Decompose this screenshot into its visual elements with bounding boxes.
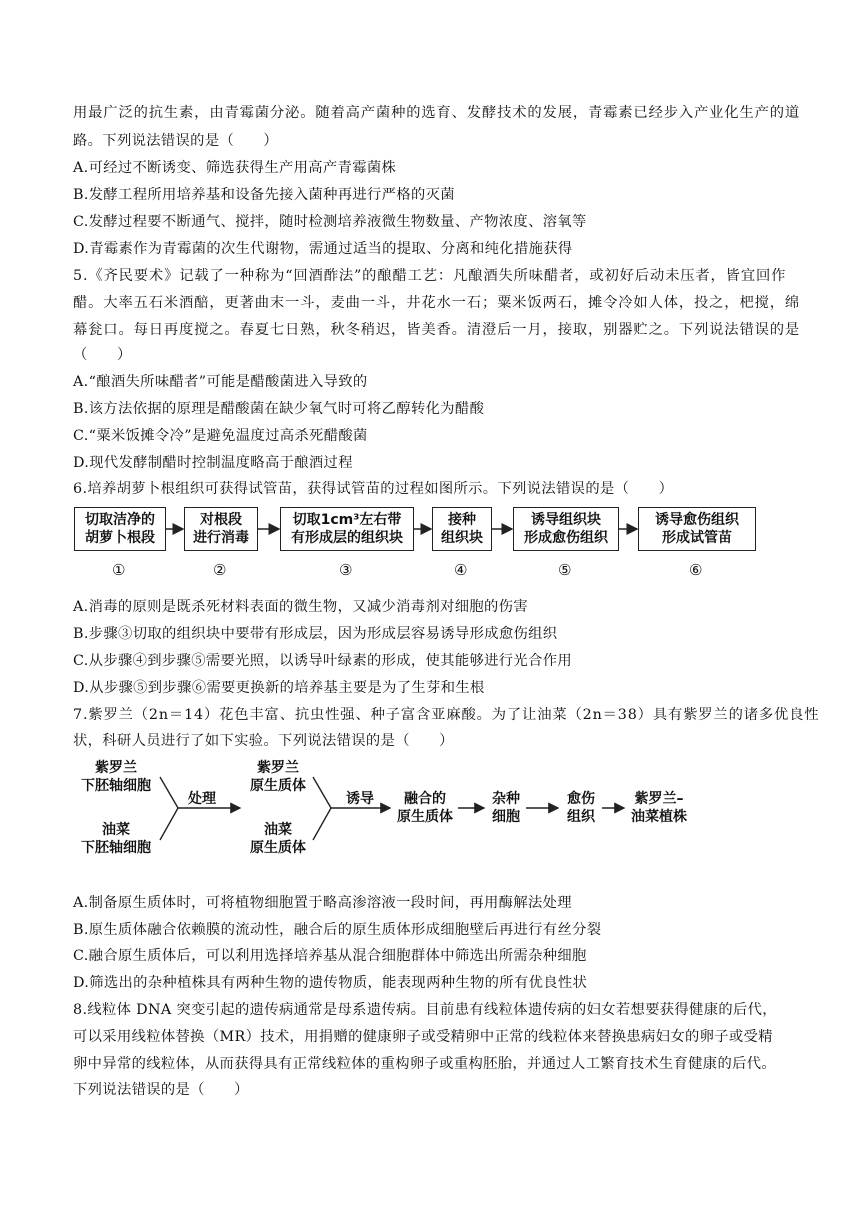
label-violet-protoplast: 紫罗兰 原生质体 — [250, 760, 306, 794]
option-c: C.融合原生质体后，可以利用选择培养基从混合细胞群体中筛选出所需杂种细胞 — [73, 948, 587, 964]
option-b: B.原生质体融合依赖膜的流动性，融合后的原生质体形成细胞壁后再进行有丝分裂 — [73, 922, 602, 938]
text-line: （ ） — [73, 347, 132, 363]
option-d: D.现代发酵制醋时控制温度略高于酿酒过程 — [73, 455, 353, 471]
option-b: B.发酵工程所用培养基和设备先接入菌种再进行严格的灭菌 — [73, 187, 455, 203]
text-line: 路。下列说法错误的是（ ） — [73, 133, 279, 149]
option-a: A.制备原生质体时，可将植物细胞置于略高渗溶液一段时间，再用酶解法处理 — [73, 895, 572, 911]
question-7: 7.紫罗兰（2n＝14）花色丰富、抗虫性强、种子富含亚麻酸。为了让油菜（2n＝38）具有紫罗兰的诸多优良性 — [73, 707, 820, 723]
step-number: ⑤ — [558, 561, 572, 579]
label-rape-cells: 油菜 下胚轴细胞 — [81, 822, 151, 856]
option-b: B.步骤③切取的组织块中要带有形成层，因为形成层容易诱导形成愈伤组织 — [73, 626, 558, 642]
flow-step-1: 切取洁净的 胡萝卜根段 — [74, 507, 166, 551]
question-8: 8.线粒体 DNA 突变引起的遗传病通常是母系遗传病。目前患有线粒体遗传病的妇女若想要获得健康的后代， — [73, 1002, 777, 1018]
option-d: D.筛选出的杂种植株具有两种生物的遗传物质，能表现两种生物的所有优良性状 — [73, 975, 588, 991]
step-number: ③ — [339, 561, 353, 579]
label-callus: 愈伤 组织 — [567, 791, 595, 825]
flow-step-6: 诱导愈伤组织 形成试管苗 — [638, 507, 756, 551]
text-line: 状，科研人员进行了如下实验。下列说法错误的是（ ） — [73, 733, 454, 749]
flow-step-3: 切取1cm³左右带 有形成层的组织块 — [280, 507, 414, 551]
option-c: C.“粟米饭摊令冷”是避免温度过高杀死醋酸菌 — [73, 428, 368, 444]
option-d: D.从步骤⑤到步骤⑥需要更换新的培养基主要是为了生芽和生根 — [73, 680, 485, 696]
text-line: 幕瓮口。每日再度搅之。春夏七日熟，秋冬稍迟，皆美香。清澄后一月，接取，别器贮之。下列说法错误的是 — [73, 322, 801, 338]
option-d: D.青霉素作为青霉菌的次生代谢物，需通过适当的提取、分离和纯化措施获得 — [73, 241, 573, 257]
label-fused-protoplast: 融合的 原生质体 — [397, 791, 453, 825]
label-violet-cells: 紫罗兰 下胚轴细胞 — [81, 760, 151, 794]
option-a: A.可经过不断诱变、筛选获得生产用高产青霉菌株 — [73, 160, 397, 176]
text-line: 可以采用线粒体替换（MR）技术，用捐赠的健康卵子或受精卵中正常的线粒体来替换患病妇女的卵子或受精 — [73, 1029, 773, 1045]
text-line: 用最广泛的抗生素，由青霉菌分泌。随着高产菌种的选育、发酵技术的发展，青霉素已经步入产业化生产的道 — [73, 105, 801, 121]
option-b: B.该方法依据的原理是醋酸菌在缺少氧气时可将乙醇转化为醋酸 — [73, 401, 485, 417]
flow-step-2: 对根段 进行消毒 — [184, 507, 258, 551]
step-number: ② — [213, 561, 227, 579]
text-line: 卵中异常的线粒体，从而获得具有正常线粒体的重构卵子或重构胚胎，并通过人工繁育技术生育健康的后代。 — [73, 1056, 777, 1072]
text-line: 醋。大率五石米酒醅，更著曲末一斗，麦曲一斗，井花水一石；粟米饭两石，摊令冷如人体，投之，杷搅，绵 — [73, 295, 801, 311]
label-hybrid-plant: 紫罗兰– 油菜植株 — [631, 791, 687, 825]
label-hybrid-cell: 杂种 细胞 — [492, 791, 520, 825]
step-number: ④ — [454, 561, 468, 579]
question-5: 5.《齐民要术》记载了一种称为“回酒酢法”的酿醋工艺：凡酿酒失所味醋者，或初好后动未压者，皆宜回作 — [73, 268, 787, 284]
flow-step-5: 诱导组织块 形成愈伤组织 — [513, 507, 619, 551]
option-c: C.发酵过程要不断通气、搅拌，随时检测培养液微生物数量、产物浓度、溶氧等 — [73, 214, 587, 230]
label-rape-protoplast: 油菜 原生质体 — [250, 822, 306, 856]
label-treat: 处理 — [188, 791, 216, 807]
option-a: A.“酿酒失所味醋者”可能是醋酸菌进入导致的 — [73, 374, 368, 390]
flow-step-4: 接种 组织块 — [432, 507, 492, 551]
question-6: 6.培养胡萝卜根组织可获得试管苗，获得试管苗的过程如图所示。下列说法错误的是（ ） — [73, 481, 674, 497]
step-number: ① — [112, 561, 126, 579]
text-line: 下列说法错误的是（ ） — [73, 1082, 249, 1098]
step-number: ⑥ — [689, 561, 703, 579]
label-induce: 诱导 — [346, 791, 374, 807]
option-a: A.消毒的原则是既杀死材料表面的微生物，又减少消毒剂对细胞的伤害 — [73, 599, 528, 615]
option-c: C.从步骤④到步骤⑤需要光照，以诱导叶绿素的形成，使其能够进行光合作用 — [73, 653, 573, 669]
